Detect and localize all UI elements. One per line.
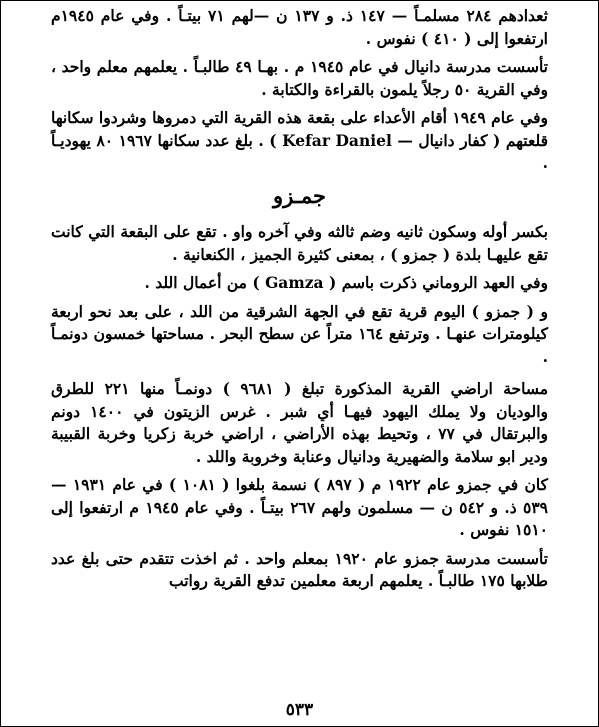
page-number: ٥٣٣ (285, 700, 314, 720)
paragraph-jimzu-etymology: بكسر أوله وسكون ثانيه وضم ثالثه وفي آخره واو . تقع على البقعة التي كانت تقع عليهـا بلدة ( جمزو ) ، بمعنى كثيرة الجميز ، الكنعانية . (51, 222, 548, 264)
paragraph-jimzu-roman-era: وفي العهد الروماني ذكرت باسم ( Gamza ) من أعمال اللد . (144, 273, 548, 292)
paragraph-settlement-kefar-daniel: وفي عام ١٩٤٩ أقام الأعداء على بقعة هذه القرية التي دمروها وشردوا سكانها قلعتهم ( كفار دانيال — Kefar Daniel ) . بلغ عدد سكانها ١٩٦٧ ٨٠ يهوديـاً . (51, 108, 548, 172)
section-heading-jimzu: جمـزو (272, 182, 326, 208)
paragraph-jimzu-school: تأسست مدرسة جمزو عام ١٩٢٠ بمعلم واحد . ثم اخذت تتقدم حتى بلغ عدد طلابها ١٧٥ طالبـاً . يعلمهم اربعة معلمين تدفع القرية رواتب (51, 548, 548, 590)
paragraph-jimzu-land-area: مساحة اراضي القرية المذكورة تبلغ ( ٩٦٨١ ) دونمـاً منها ٢٢١ للطرق والوديان ولا يملك اليهود فيهـا أي شبر . غرس الزيتون في ١٤٠٠ دونم والبرتقال في ٧٧ ، وتحيط بهذه الأراضي ، اراضي خربة زكريا وخربة القبيبة ودير ابو سلامة والضهيرية ودانيال وعنابة وخروبة واللد . (51, 379, 548, 466)
paragraph-jimzu-location: و ( جمزو ) اليوم قرية تقع في الجهة الشرقية من اللد ، على بعد نحو اربعة كيلومترات عنهـا . وترتفع ١٦٤ متراً عن سطح البحر . مساحتها خمسون دونمـاً . (51, 301, 548, 366)
paragraph-jimzu-population: كان في جمزو عام ١٩٢٢ م ( ٨٩٧ ) نسمة بلغوا ( ١٠٨١ ) في عام ١٩٣١ — ٥٣٩ ذ. و ٥٤٢ ن — مسلمون ولهم ٢٦٧ بيتـاً . وفي عام ١٩٤٥ م ارتفعوا إلى ١٥١٠ نفوس . (51, 475, 549, 539)
paragraph-school-daniel: تأسست مدرسة دانيال في عام ١٩٤٥ م . بهـا ٤٩ طالبـاً . يعلمهم معلم واحد ، وفي القرية ٥٠ رجلاً يلمون بالقراءة والكتابة . (51, 57, 548, 99)
paragraph-population-daniel: ثعدادهم ٢٨٤ مسلمـاً — ١٤٧ ذ. و ١٣٧ ن —لهم ٧١ بيتـاً . وفي عام ١٩٤٥م ارتفعوا إلى ( ٤١٠ ) نفوس . (51, 6, 548, 48)
page-body (51, 5, 548, 603)
